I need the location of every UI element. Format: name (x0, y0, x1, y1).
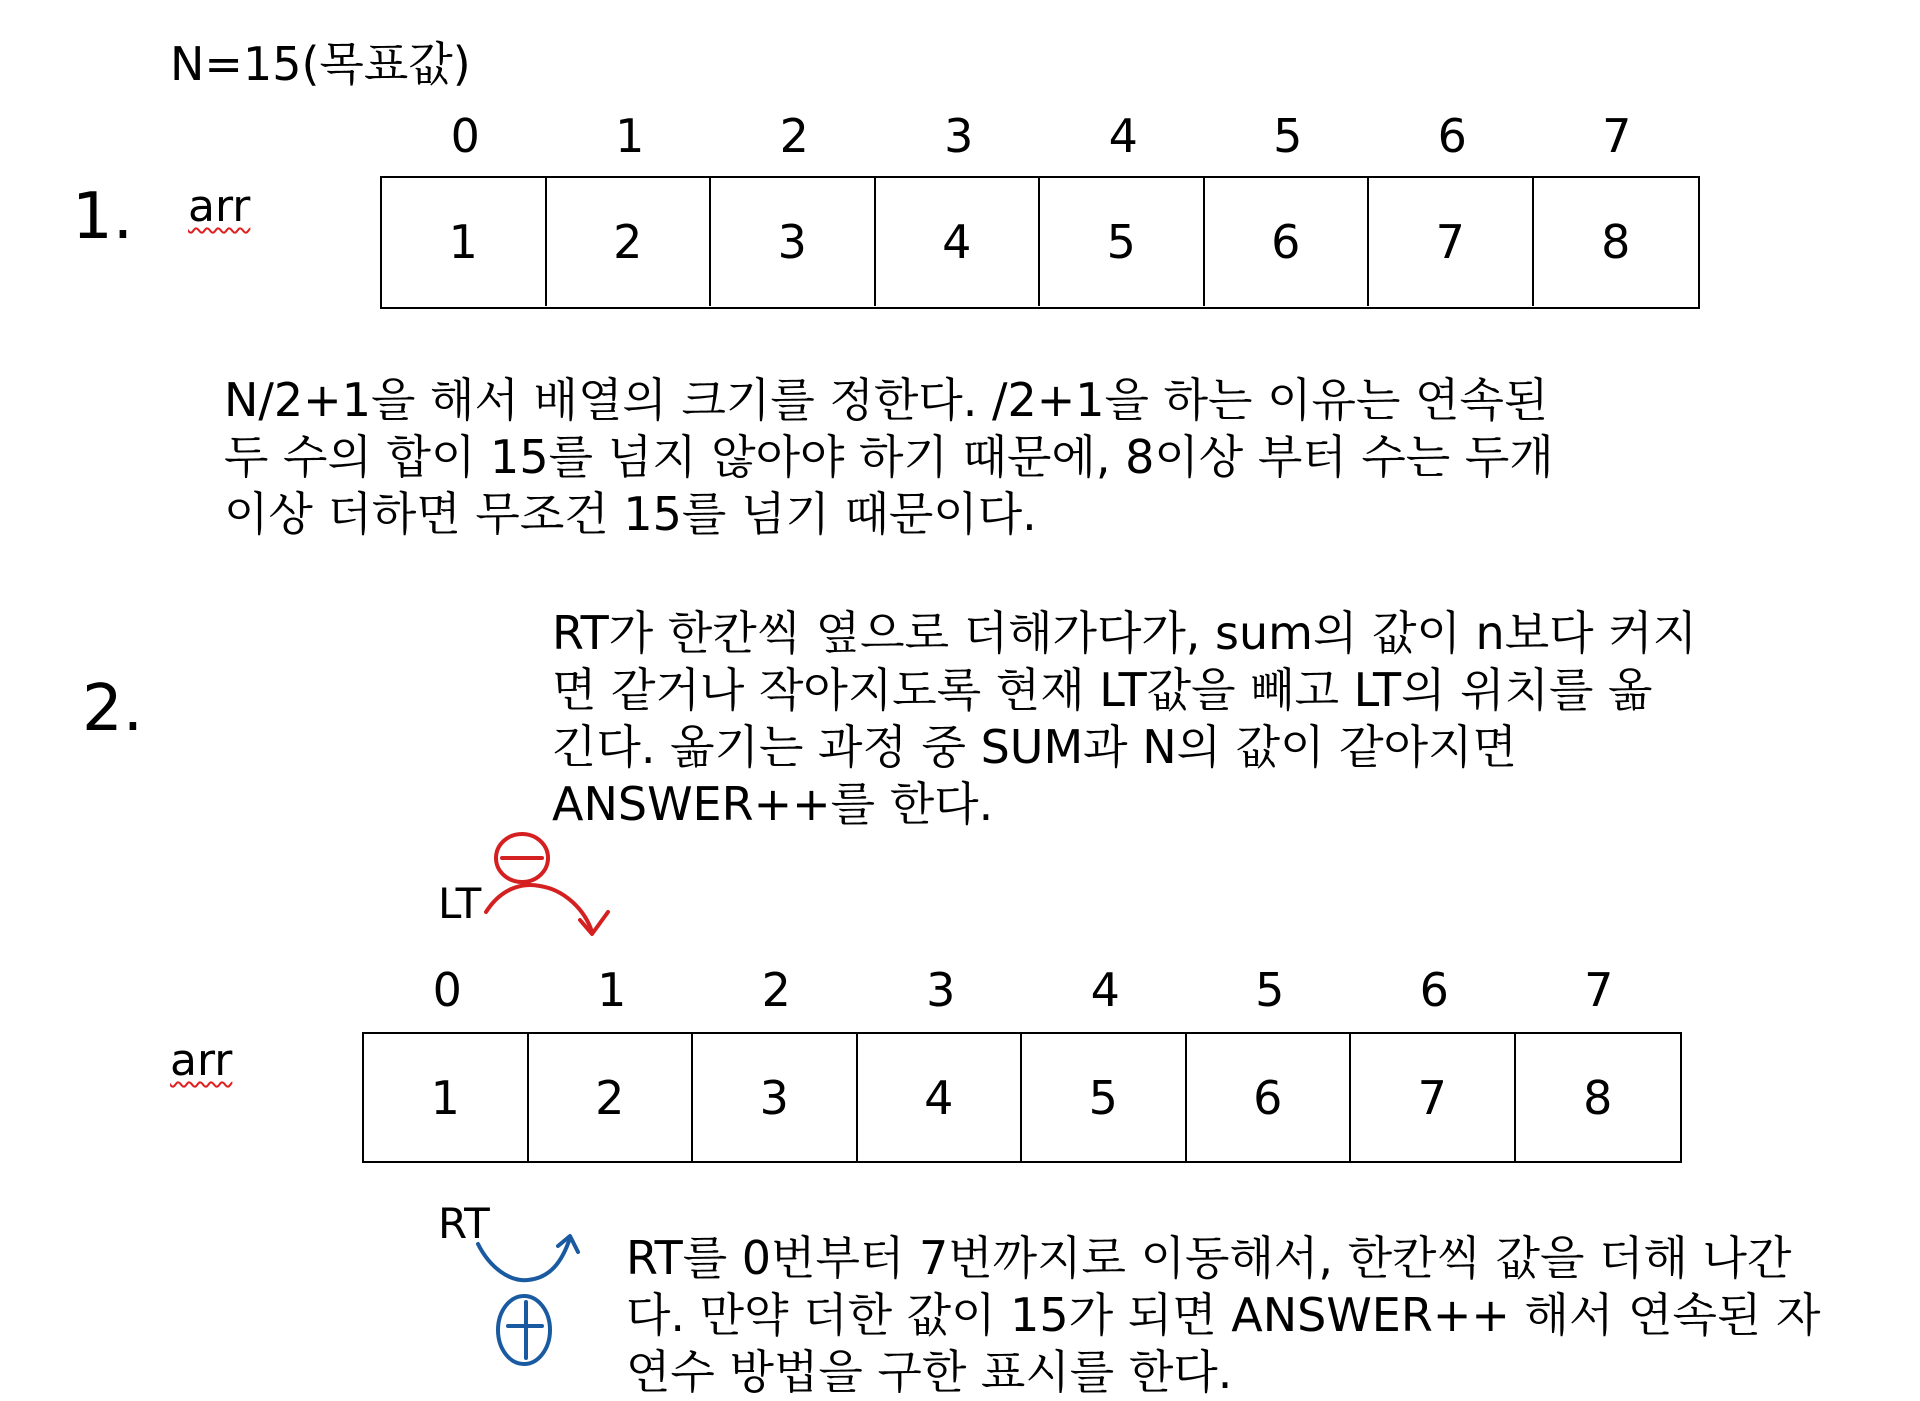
array-cell: 3 (711, 178, 876, 306)
step-1-array (380, 176, 1700, 309)
array-cell: 6 (1187, 1034, 1352, 1162)
rt-explanation (626, 1230, 1820, 1401)
rt-pointer-label: RT (438, 1199, 490, 1248)
index-label: 6 (1419, 963, 1449, 1017)
index-label: 1 (615, 109, 645, 163)
index-label: 5 (1273, 109, 1303, 163)
step-1-arr-label: arr (188, 181, 251, 232)
explanation-line: 긴다. 옮기는 과정 중 SUM과 N의 값이 같아지면 (552, 720, 1517, 774)
index-label: 4 (1108, 109, 1138, 163)
array-cell: 7 (1369, 178, 1534, 306)
array-cell: 1 (382, 178, 547, 306)
array-cell: 5 (1040, 178, 1205, 306)
array-cell: 8 (1601, 215, 1631, 269)
index-label: 0 (432, 963, 462, 1017)
index-label: 7 (1602, 109, 1632, 163)
index-label: 5 (1255, 963, 1285, 1017)
index-label: 2 (779, 109, 809, 163)
step-2-index-row (365, 962, 1681, 1018)
array-cell: 1 (364, 1034, 529, 1162)
lt-pointer-label: LT (438, 879, 482, 928)
array-cell: 2 (529, 1034, 694, 1162)
array-cell: 7 (1351, 1034, 1516, 1162)
index-label: 0 (450, 109, 480, 163)
index-label: 1 (597, 963, 627, 1017)
minus-circle-arrow-icon (480, 820, 630, 940)
explanation-line: 두 수의 합이 15를 넘지 않아야 하기 때문에, 8이상 부터 수는 두개 (224, 430, 1554, 484)
step-1-explanation (224, 372, 1554, 543)
array-cell: 3 (693, 1034, 858, 1162)
explanation-line: 연수 방법을 구한 표시를 한다. (626, 1345, 1233, 1399)
explanation-line: 이상 더하면 무조건 15를 넘기 때문이다. (224, 487, 1037, 541)
index-label: 6 (1437, 109, 1467, 163)
index-label: 3 (944, 109, 974, 163)
step-2-explanation (552, 605, 1697, 833)
array-cell: 4 (876, 178, 1041, 306)
index-label: 3 (926, 963, 956, 1017)
index-label: 7 (1584, 963, 1614, 1017)
index-label: 2 (761, 963, 791, 1017)
step-1-number: 1. (72, 180, 134, 254)
step-2-number: 2. (82, 672, 144, 746)
explanation-line: RT가 한칸씩 옆으로 더해가다가, sum의 값이 n보다 커지 (552, 606, 1698, 660)
explanation-line: N/2+1을 해서 배열의 크기를 정한다. /2+1을 하는 이유는 연속된 (224, 373, 1549, 427)
index-label: 4 (1090, 963, 1120, 1017)
plus-circle-arrow-icon (470, 1232, 600, 1372)
array-cell: 4 (858, 1034, 1023, 1162)
explanation-line: 면 같거나 작아지도록 현재 LT값을 빼고 LT의 위치를 옮 (552, 663, 1653, 717)
target-value-title: N=15(목표값) (170, 37, 471, 91)
step-1-index-row (383, 108, 1699, 164)
array-cell: 2 (547, 178, 712, 306)
array-cell: 6 (1205, 178, 1370, 306)
explanation-line: 다. 만약 더한 값이 15가 되면 ANSWER++ 해서 연속된 자 (626, 1288, 1821, 1342)
explanation-line: ANSWER++를 한다. (552, 777, 994, 831)
step-2-arr-label: arr (170, 1035, 233, 1086)
step-2-array (362, 1032, 1682, 1163)
explanation-line: RT를 0번부터 7번까지로 이동해서, 한칸씩 값을 더해 나간 (626, 1231, 1792, 1285)
array-cell: 5 (1022, 1034, 1187, 1162)
array-cell: 8 (1583, 1071, 1613, 1125)
